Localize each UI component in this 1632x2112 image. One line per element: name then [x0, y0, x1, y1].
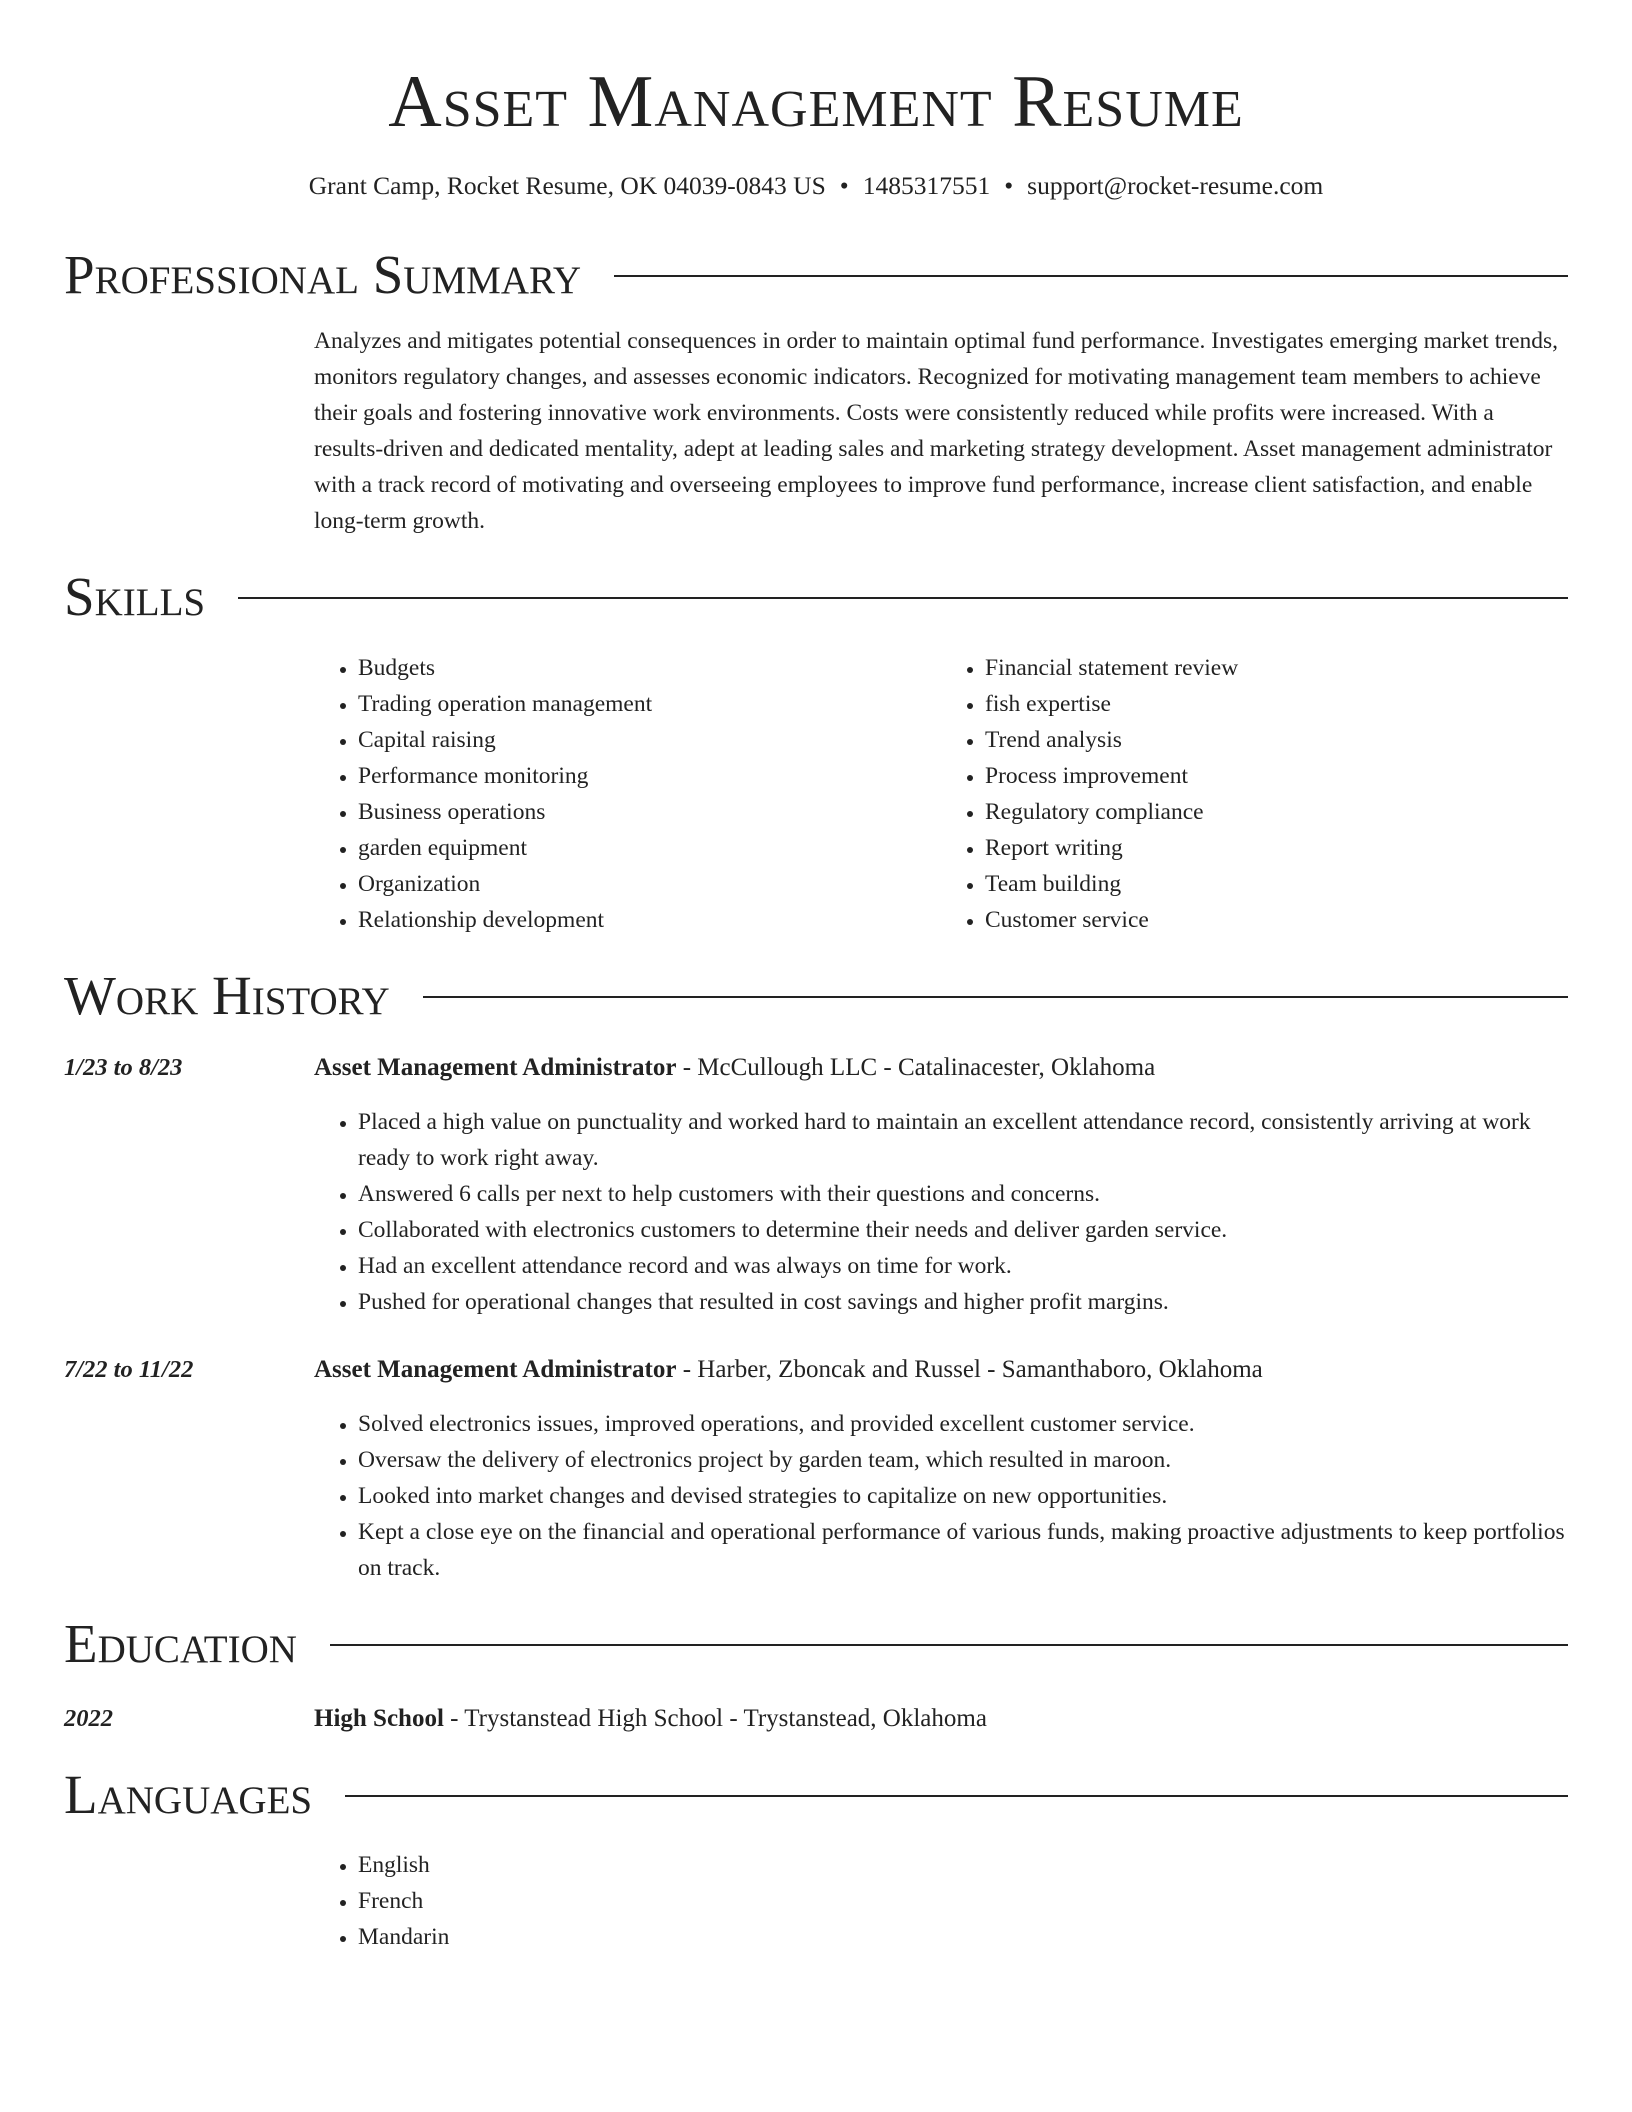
- skills-heading: Skills: [64, 566, 206, 628]
- contact-separator: •: [839, 171, 849, 201]
- job-bullet: • Collaborated with electronics customers to determine their needs and deliver garden service.: [358, 1212, 1568, 1248]
- job-bullets: [314, 1406, 1568, 1586]
- skill-item: • Relationship development: [358, 902, 941, 938]
- education-degree: High School: [314, 1704, 444, 1732]
- education-heading: Education: [64, 1613, 297, 1675]
- job-entry: [64, 1352, 1568, 1586]
- skill-item: • Performance monitoring: [358, 758, 941, 794]
- skill-item: • garden equipment: [358, 830, 941, 866]
- job-bullet: • Answered 6 calls per next to help customers with their questions and concerns.: [358, 1176, 1568, 1212]
- job-body: [314, 1050, 1568, 1320]
- summary-section-header: [64, 245, 1568, 306]
- job-bullet: • Solved electronics issues, improved operations, and provided excellent customer service.: [358, 1406, 1568, 1442]
- skill-item: • Business operations: [358, 794, 941, 830]
- skill-item: • Report writing: [985, 830, 1568, 866]
- skill-item: • Organization: [358, 866, 941, 902]
- skill-item: • Budgets: [358, 650, 941, 686]
- languages-block: [314, 1847, 1568, 1955]
- skill-item: • Financial statement review: [985, 650, 1568, 686]
- job-bullet: • Kept a close eye on the financial and operational performance of various funds, making proactive adjustments to keep portfolios on track.: [358, 1514, 1568, 1586]
- skills-column-left: [314, 650, 941, 938]
- education-header: [314, 1701, 987, 1737]
- job-bullet: • Oversaw the delivery of electronics project by garden team, which resulted in maroon.: [358, 1442, 1568, 1478]
- work-heading: Work History: [64, 964, 390, 1026]
- job-title: Asset Management Administrator: [314, 1356, 677, 1384]
- skill-item: • fish expertise: [985, 686, 1568, 722]
- job-bullets: [314, 1104, 1568, 1320]
- skill-item: • Customer service: [985, 902, 1568, 938]
- resume-title: Asset Management Resume: [388, 61, 1244, 143]
- contact-email[interactable]: support@rocket-resume.com: [1027, 171, 1324, 201]
- skill-item: • Team building: [985, 866, 1568, 902]
- skill-item: • Regulatory compliance: [985, 794, 1568, 830]
- section-divider: [330, 1644, 1568, 1646]
- job-body: [314, 1352, 1568, 1586]
- language-item: • Mandarin: [358, 1919, 1568, 1955]
- contact-phone: 1485317551: [862, 171, 991, 201]
- job-dates: 1/23 to 8/23: [64, 1054, 183, 1082]
- job-employer: - McCullough LLC - Catalinacester, Oklahoma: [676, 1054, 1156, 1082]
- contact-address: Grant Camp, Rocket Resume, OK 04039-0843 US: [308, 171, 826, 201]
- skill-item: • Trend analysis: [985, 722, 1568, 758]
- language-item: • French: [358, 1883, 1568, 1919]
- skill-item: • Capital raising: [358, 722, 941, 758]
- job-bullet: • Pushed for operational changes that resulted in cost savings and higher profit margins.: [358, 1284, 1568, 1320]
- languages-list: [314, 1847, 1568, 1955]
- contact-line: [64, 169, 1568, 202]
- education-year: 2022: [64, 1704, 113, 1732]
- job-employer: - Harber, Zboncak and Russel - Samanthaboro, Oklahoma: [676, 1356, 1263, 1384]
- education-school: - Trystanstead High School - Trystanstead, Oklahoma: [443, 1704, 987, 1732]
- languages-heading: Languages: [64, 1763, 313, 1825]
- summary-heading: Professional Summary: [64, 243, 582, 305]
- contact-separator: •: [1004, 171, 1014, 201]
- work-section-header: [64, 966, 1568, 1027]
- section-divider: [614, 275, 1568, 277]
- job-bullet: • Looked into market changes and devised strategies to capitalize on new opportunities.: [358, 1478, 1568, 1514]
- job-title: Asset Management Administrator: [314, 1054, 677, 1082]
- skills-list: [314, 650, 1568, 938]
- summary-text: Analyzes and mitigates potential consequences in order to maintain optimal fund performance. Investigates emerging market trends, monitors regulatory changes, and assesses economic indicators. Recognized for motivating management team members to achieve their goals and fostering innovative work environments. Costs were consistently reduced while profits were increased. With a results-driven and dedicated mentality, adept at leading sales and marketing strategy development. Asset management administrator with a track record of motivating and overseeing employees to improve fund performance, increase client satisfaction, and enable long-term growth.: [314, 328, 1559, 535]
- education-entry: [64, 1701, 1568, 1737]
- skills-column-right: [941, 650, 1568, 938]
- job-dates: 7/22 to 11/22: [64, 1356, 194, 1384]
- skill-item: • Trading operation management: [358, 686, 941, 722]
- section-divider: [238, 597, 1568, 599]
- job-entry: [64, 1050, 1568, 1320]
- section-divider: [345, 1795, 1568, 1797]
- language-item: • English: [358, 1847, 1568, 1883]
- skill-item: • Process improvement: [985, 758, 1568, 794]
- job-bullet: • Placed a high value on punctuality and worked hard to maintain an excellent attendance record, consistently arriving at work ready to work right away.: [358, 1104, 1568, 1176]
- languages-section-header: [64, 1765, 1568, 1826]
- skills-section-header: [64, 567, 1568, 628]
- job-bullet: • Had an excellent attendance record and was always on time for work.: [358, 1248, 1568, 1284]
- section-divider: [423, 996, 1568, 998]
- education-section-header: [64, 1614, 1568, 1675]
- job-header: [314, 1050, 1568, 1086]
- job-header: [314, 1352, 1568, 1388]
